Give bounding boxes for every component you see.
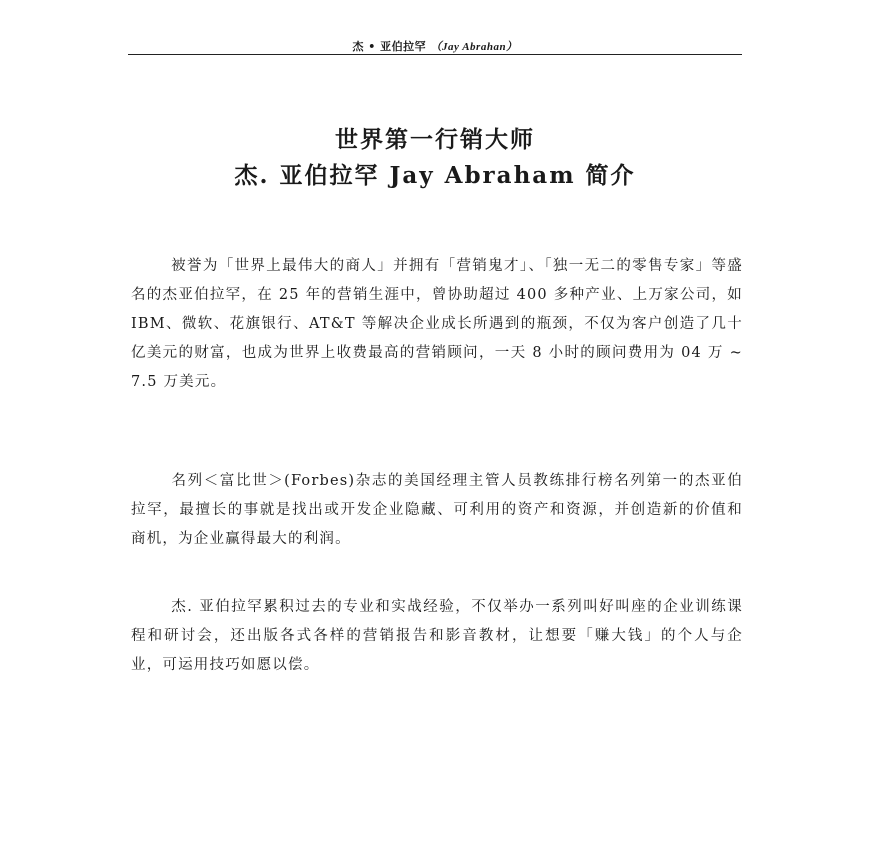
paragraph-3	[131, 593, 743, 680]
page-subtitle: 杰. 亚伯拉罕 Jay Abraham 简介	[234, 162, 636, 189]
header-rule	[128, 54, 742, 55]
paragraph-1-text: 被誉为「世界上最伟大的商人」并拥有「营销鬼才」、「独一无二的零售专家」等盛名的杰亚伯拉罕，在 25 年的营销生涯中，曾协助超过 400 多种产业、上万家公司，如 IBM、微软、花旗银行、AT&T 等解决企业成长所遇到的瓶颈，不仅为客户创造了几十亿美元的财富，也成为世界上收费最高的营销顾问，一天 8 小时的顾问费用为 04 万 ~ 7.5 万美元。	[131, 258, 743, 390]
paragraph-1	[131, 252, 743, 397]
header-latin-name: （Jay Abrahan）	[430, 41, 518, 53]
header-name: 杰 • 亚伯拉罕	[352, 40, 427, 53]
running-header	[128, 38, 742, 54]
paragraph-3-text: 杰. 亚伯拉罕累积过去的专业和实战经验，不仅举办一系列叫好叫座的企业训练课程和研讨会，还出版各式各样的营销报告和影音教材，让想要「赚大钱」的个人与企业，可运用技巧如愿以偿。	[131, 599, 743, 673]
paragraph-2	[131, 467, 743, 554]
paragraph-2-text: 名列＜富比世＞(Forbes)杂志的美国经理主管人员教练排行榜名列第一的杰亚伯拉罕，最擅长的事就是找出或开发企业隐藏、可利用的资产和资源，并创造新的价值和商机，为企业赢得最大的利润。	[131, 473, 743, 547]
page-title: 世界第一行销大师	[335, 126, 535, 153]
